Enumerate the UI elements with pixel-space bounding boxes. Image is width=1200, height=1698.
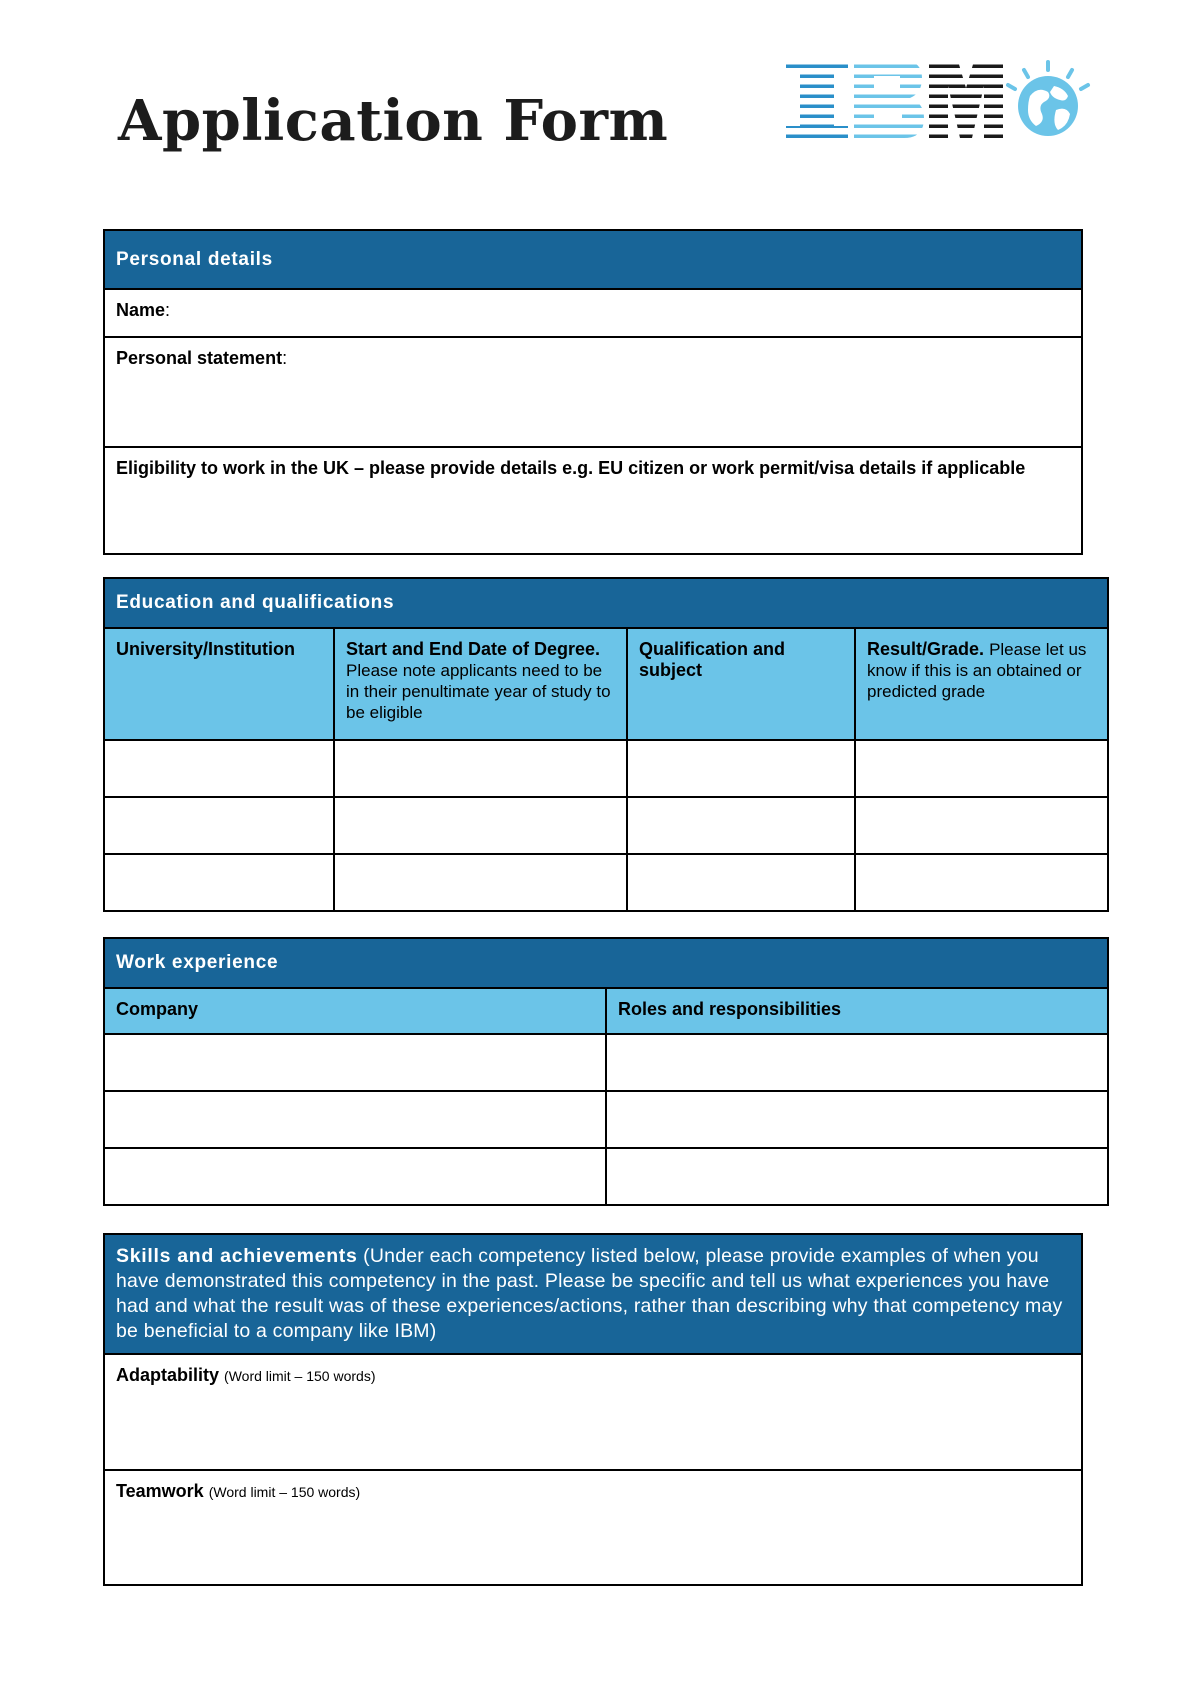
name-colon: : bbox=[165, 300, 171, 320]
skills-header-title: Skills and achievements bbox=[116, 1245, 358, 1267]
education-cell[interactable] bbox=[334, 854, 627, 911]
teamwork-field[interactable] bbox=[104, 1470, 1082, 1585]
name-field[interactable] bbox=[104, 289, 1082, 337]
work-col-company bbox=[104, 988, 606, 1034]
work-cell[interactable] bbox=[606, 1091, 1108, 1148]
personal-details-table bbox=[103, 229, 1083, 555]
eligibility-field[interactable] bbox=[104, 447, 1082, 554]
ibm-logo bbox=[786, 58, 1096, 153]
education-cell[interactable] bbox=[855, 854, 1108, 911]
work-cell[interactable] bbox=[104, 1034, 606, 1091]
education-cell[interactable] bbox=[855, 797, 1108, 854]
education-cell[interactable] bbox=[104, 854, 334, 911]
work-row bbox=[104, 1148, 1108, 1205]
education-cell[interactable] bbox=[334, 740, 627, 797]
personal-statement-field[interactable] bbox=[104, 337, 1082, 447]
education-col-label: Qualification and subject bbox=[639, 639, 786, 680]
personal-statement-label: Personal statement bbox=[116, 348, 283, 368]
adaptability-word-limit: (Word limit – 150 words) bbox=[224, 1368, 376, 1384]
personal-statement-colon: : bbox=[282, 348, 288, 368]
education-cell[interactable] bbox=[334, 797, 627, 854]
education-col-note: Please note applicants need to be in their penultimate year of study to be eligible bbox=[346, 661, 611, 722]
education-header: Education and qualifications bbox=[104, 578, 1108, 628]
skills-header-text: (Under each competency listed below, please provide examples of when you have demonstrated this competency in the past. Please be specific and tell us what experiences you have had and what the result was of these experiences/actions, rather than describing why that competency may be beneficial to a company like IBM) bbox=[116, 1245, 1063, 1342]
skills-header bbox=[104, 1234, 1082, 1354]
work-experience-table bbox=[103, 937, 1109, 1206]
work-cell[interactable] bbox=[104, 1148, 606, 1205]
education-col-qualification bbox=[627, 628, 855, 740]
education-row bbox=[104, 854, 1108, 911]
education-col-label: Start and End Date of Degree. bbox=[346, 639, 601, 659]
globe-icon bbox=[1008, 62, 1088, 136]
work-col-roles bbox=[606, 988, 1108, 1034]
teamwork-word-limit: (Word limit – 150 words) bbox=[208, 1484, 361, 1500]
personal-details-header: Personal details bbox=[104, 230, 1082, 289]
education-col-dates bbox=[334, 628, 627, 740]
work-cell[interactable] bbox=[104, 1091, 606, 1148]
education-cell[interactable] bbox=[627, 740, 855, 797]
education-row bbox=[104, 740, 1108, 797]
education-cell[interactable] bbox=[104, 797, 334, 854]
education-table bbox=[103, 577, 1109, 912]
adaptability-field[interactable] bbox=[104, 1354, 1082, 1470]
work-cell[interactable] bbox=[606, 1034, 1108, 1091]
education-cell[interactable] bbox=[104, 740, 334, 797]
education-col-institution bbox=[104, 628, 334, 740]
page-title: Application Form bbox=[118, 88, 669, 154]
teamwork-label: Teamwork bbox=[116, 1481, 204, 1501]
education-cell[interactable] bbox=[855, 740, 1108, 797]
ibm-logo-graphic bbox=[786, 58, 1096, 148]
skills-table bbox=[103, 1233, 1083, 1586]
work-row bbox=[104, 1034, 1108, 1091]
education-cell[interactable] bbox=[627, 854, 855, 911]
work-col-label: Company bbox=[116, 999, 199, 1019]
work-experience-header: Work experience bbox=[104, 938, 1108, 988]
education-col-label: Result/Grade. bbox=[867, 639, 985, 659]
education-col-result bbox=[855, 628, 1108, 740]
work-cell[interactable] bbox=[606, 1148, 1108, 1205]
education-col-note: Please let us know if this is an obtained or predicted grade bbox=[867, 640, 1087, 701]
education-row bbox=[104, 797, 1108, 854]
adaptability-label: Adaptability bbox=[116, 1365, 220, 1385]
name-label: Name bbox=[116, 300, 166, 320]
work-row bbox=[104, 1091, 1108, 1148]
education-col-label: University/Institution bbox=[116, 639, 296, 659]
work-col-label: Roles and responsibilities bbox=[618, 999, 842, 1019]
education-cell[interactable] bbox=[627, 797, 855, 854]
eligibility-label: Eligibility to work in the UK – please provide details e.g. EU citizen or work permit/visa details if applicable bbox=[116, 458, 1026, 478]
